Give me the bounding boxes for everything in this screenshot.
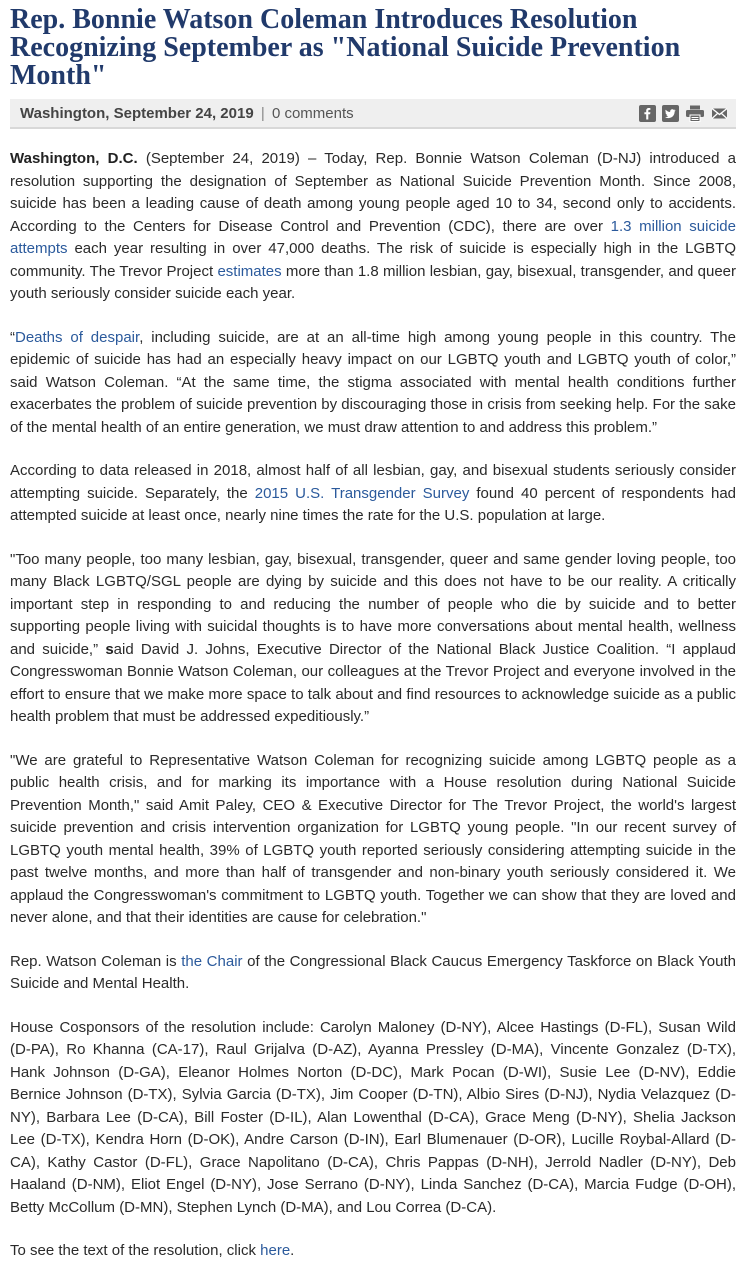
- paragraph-text: each year resulting in over 47,000 deaths. The risk of suicide is especially high in the LGBTQ community. The Trevor Project: [10, 240, 736, 280]
- paragraph-quote-coleman: [10, 327, 736, 440]
- bold-letter: s: [105, 640, 114, 658]
- article-meta: [20, 105, 354, 122]
- page-title: Rep. Bonnie Watson Coleman Introduces Resolution Recognizing September as "National Suicide Prevention Month": [10, 4, 681, 91]
- paragraph-resolution: [10, 1240, 736, 1263]
- meta-separator: |: [260, 104, 265, 122]
- paragraph-text: , including suicide, are at an all-time high among young people in this country. The epidemic of suicide has had an especially heavy impact on our LGBTQ youth and LGBTQ youth of color,” said Watson Coleman. “At the same time, the stigma associated with mental health conditions further exacerbates the problem of suicide prevention by discouraging those in crisis from seeking help. For the sake of the mental health of an entire generation, we must draw attention to and address this problem.”: [10, 328, 736, 436]
- paragraph-text: "Too many people, too many lesbian, gay, bisexual, transgender, queer and same gender loving people, too many Black LGBTQ/SGL people are dying by suicide and this does not have to be our reality. A critically important step in responding to and reducing the number of people who die by suicide and to better supporting people living with suicidal thoughts is to have more conversations about mental health, wellness and suicide,”: [10, 550, 736, 658]
- paragraph-text: To see the text of the resolution, click: [10, 1242, 261, 1259]
- article-meta-bar: [10, 99, 736, 129]
- paragraph-text: of the Congressional Black Caucus Emergency Taskforce on Black Youth Suicide and Mental Health.: [10, 952, 736, 992]
- paragraph-cosponsors: House Cosponsors of the resolution include: Carolyn Maloney (D-NY), Alcee Hastings (D-FL), Susan Wild (D-PA), Ro Khanna (CA-17), Raul Grijalva (D-AZ), Ayanna Pressley (D-MA), Vincente Gonzalez (D-TX), Hank Johnson (D-GA), Eleanor Holmes Norton (D-DC), Mark Pocan (D-WI), Susie Lee (D-NV), Eddie Bernice Johnson (D-TX), Sylvia Garcia (D-TX), Jim Cooper (D-TN), Albio Sires (D-NJ), Nydia Velazquez (D-NY), Barbara Lee (D-CA), Bill Foster (D-IL), Alan Lowenthal (D-CA), Grace Meng (D-NY), Shelia Jackson Lee (D-TX), Kendra Horn (D-OK), Andre Carson (D-IN), Earl Blumenauer (D-OR), Lucille Roybal-Allard (D-CA), Kathy Castor (D-FL), Grace Napolitano (D-CA), Chris Pappas (D-NH), Jerrold Nadler (D-NY), Deb Haaland (D-NM), Eliot Engel (D-NY), Jose Serrano (D-NY), Linda Sanchez (D-CA), Marcia Fudge (D-OH), Betty McCollum (D-MN), Stephen Lynch (D-MA), and Lou Correa (D-CA).: [10, 1018, 736, 1216]
- dateline: Washington, D.C.: [10, 150, 138, 167]
- share-toolbar: [639, 105, 728, 122]
- transgender-survey-link[interactable]: 2015 U.S. Transgender Survey: [254, 484, 470, 502]
- paragraph-text: (September 24, 2019) – Today, Rep. Bonnie Watson Coleman (D-NJ) introduced a resolution supporting the designation of September as National Suicide Prevention Month. Since 2008, suicide has been a leading cause of death among young people aged 10 to 34, second only to accidents. According to the Centers for Disease Control and Prevention (CDC), there are over: [10, 150, 736, 235]
- paragraph-text: “: [10, 328, 15, 346]
- resolution-text-link[interactable]: here: [260, 1242, 291, 1259]
- estimates-link[interactable]: estimates: [217, 262, 282, 280]
- paragraph-text: .: [290, 1242, 295, 1259]
- chair-link[interactable]: the Chair: [181, 952, 243, 970]
- paragraph-quote-johns: [10, 549, 736, 729]
- paragraph-text: aid David J. Johns, Executive Director of the National Black Justice Coalition. “I applaud Congresswoman Bonnie Watson Coleman, our colleagues at the Trevor Project and everyone involved in the effort to ensure that we make more space to talk about and find resources to acknowledge suicide as a public health problem that must be addressed expeditiously.”: [10, 640, 736, 725]
- paragraph-chair: [10, 951, 736, 996]
- facebook-icon[interactable]: [639, 105, 656, 122]
- deaths-of-despair-link[interactable]: Deaths of despair: [15, 328, 140, 346]
- paragraph-text: Rep. Watson Coleman is: [10, 952, 182, 970]
- article-body: [10, 148, 736, 1263]
- article-date: Washington, September 24, 2019: [20, 104, 254, 122]
- comments-link[interactable]: 0 comments: [271, 104, 354, 122]
- print-icon[interactable]: [685, 105, 705, 122]
- paragraph-data: [10, 460, 736, 528]
- paragraph-quote-paley: "We are grateful to Representative Watson Coleman for recognizing suicide among LGBTQ people as a public health crisis, and for marking its importance with a House resolution during National Suicide Prevention Month," said Amit Paley, CEO & Executive Director for The Trevor Project, the world's largest suicide prevention and crisis intervention organization for LGBTQ young people. "In our recent survey of LGBTQ youth mental health, 39% of LGBTQ youth reported seriously considering attempting suicide in the past twelve months, and more than half of transgender and non-binary youth seriously considered it. We applaud the Congresswoman's commitment to LGBTQ youth. Together we can show that they are loved and never alone, and that their identities are cause for celebration.": [10, 751, 736, 926]
- twitter-icon[interactable]: [662, 105, 679, 122]
- email-icon[interactable]: [711, 105, 728, 122]
- paragraph-text: more than 1.8 million lesbian, gay, bisexual, transgender, and queer youth seriously consider suicide each year.: [10, 262, 736, 302]
- paragraph-intro: [10, 148, 736, 306]
- suicide-attempts-link[interactable]: 1.3 million suicide attempts: [10, 217, 736, 257]
- paragraph-text: found 40 percent of respondents had attempted suicide at least once, nearly nine times the rate for the U.S. population at large.: [10, 484, 736, 524]
- paragraph-text: According to data released in 2018, almost half of all lesbian, gay, and bisexual students seriously consider attempting suicide. Separately, the: [10, 462, 736, 502]
